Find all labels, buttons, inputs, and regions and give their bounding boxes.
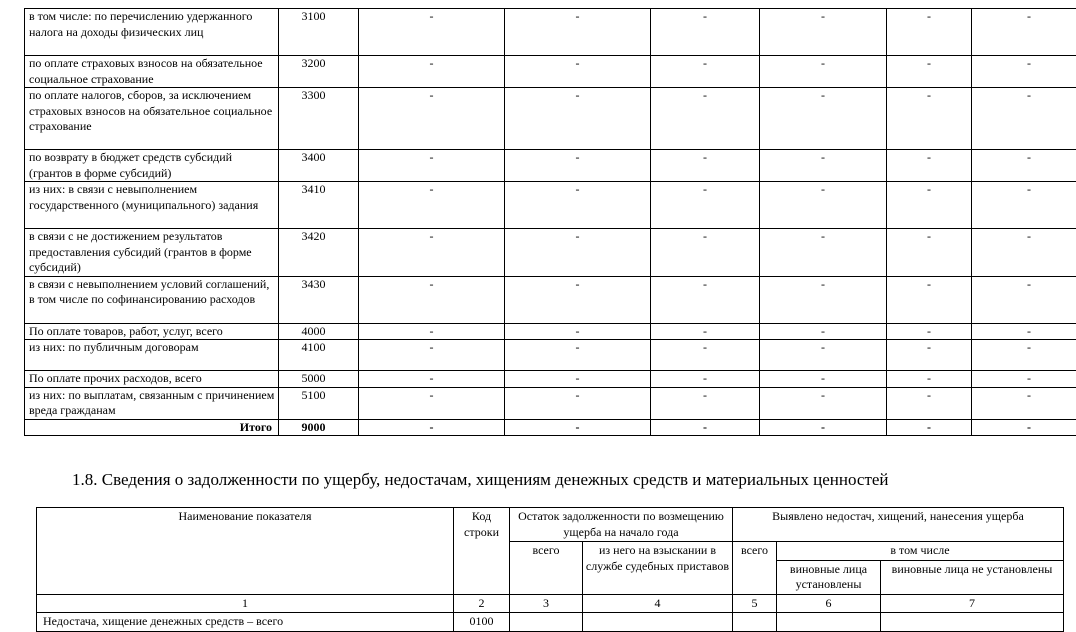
dash-cell: -	[972, 419, 1076, 436]
dash-cell: -	[760, 340, 887, 371]
row-code: 3410	[279, 182, 359, 229]
table-row	[25, 387, 1076, 419]
damage-table	[36, 507, 1064, 632]
dash-cell: -	[651, 182, 760, 229]
dash-cell: -	[651, 323, 760, 340]
table-row	[25, 340, 1076, 371]
dash-cell: -	[760, 229, 887, 277]
dash-cell: -	[359, 340, 505, 371]
dash-cell: -	[359, 150, 505, 182]
dash-cell: -	[972, 371, 1076, 388]
dash-cell: -	[505, 340, 651, 371]
row-label: в том числе: по перечислению удержанного налога на доходы физических лиц	[25, 9, 279, 56]
table-row	[25, 229, 1076, 277]
dash-cell: -	[760, 371, 887, 388]
row-code: 3400	[279, 150, 359, 182]
dash-cell: -	[972, 56, 1076, 88]
row-label: по оплате налогов, сборов, за исключением страховых взносов на обязательное социальное страхование	[25, 88, 279, 150]
dash-cell: -	[972, 150, 1076, 182]
dash-cell: -	[760, 150, 887, 182]
dash-cell: -	[505, 9, 651, 56]
dash-cell: -	[359, 182, 505, 229]
header-guilty-not-found: виновные лица не установлены	[881, 560, 1064, 594]
dash-cell: -	[972, 88, 1076, 150]
dash-cell: -	[887, 9, 972, 56]
colnum-2: 2	[454, 594, 510, 613]
row-value	[733, 613, 777, 632]
dash-cell: -	[887, 371, 972, 388]
dash-cell: -	[972, 340, 1076, 371]
dash-cell: -	[359, 387, 505, 419]
dash-cell: -	[651, 387, 760, 419]
row-code: 5000	[279, 371, 359, 388]
row-label: Недостача, хищение денежных средств – всего	[37, 613, 454, 632]
dash-cell: -	[887, 182, 972, 229]
header-name: Наименование показателя	[37, 508, 454, 595]
dash-cell: -	[972, 9, 1076, 56]
dash-cell: -	[760, 276, 887, 323]
dash-cell: -	[359, 419, 505, 436]
dash-cell: -	[972, 182, 1076, 229]
total-row	[25, 419, 1076, 436]
dash-cell: -	[359, 56, 505, 88]
colnum-1: 1	[37, 594, 454, 613]
row-value	[583, 613, 733, 632]
dash-cell: -	[887, 229, 972, 277]
dash-cell: -	[760, 88, 887, 150]
header-remainder: Остаток задолженности по возмещению ущерба на начало года	[510, 508, 733, 542]
dash-cell: -	[505, 229, 651, 277]
dash-cell: -	[505, 150, 651, 182]
header-guilty-found: виновные лица установлены	[777, 560, 881, 594]
dash-cell: -	[651, 340, 760, 371]
dash-cell: -	[760, 387, 887, 419]
row-code: 3300	[279, 88, 359, 150]
dash-cell: -	[505, 276, 651, 323]
dash-cell: -	[505, 371, 651, 388]
dash-cell: -	[359, 371, 505, 388]
dash-cell: -	[887, 150, 972, 182]
row-label: в связи с невыполнением условий соглашений, в том числе по софинансированию расходов	[25, 276, 279, 323]
dash-cell: -	[359, 9, 505, 56]
row-label: из них: по выплатам, связанным с причинением вреда гражданам	[25, 387, 279, 419]
dash-cell: -	[887, 56, 972, 88]
dash-cell: -	[505, 323, 651, 340]
table-row	[25, 276, 1076, 323]
row-code: 3430	[279, 276, 359, 323]
row-label: по оплате страховых взносов на обязательное социальное страхование	[25, 56, 279, 88]
table-row	[25, 371, 1076, 388]
total-label: Итого	[25, 419, 279, 436]
row-value	[881, 613, 1064, 632]
row-code: 3100	[279, 9, 359, 56]
row-label: По оплате прочих расходов, всего	[25, 371, 279, 388]
dash-cell: -	[505, 419, 651, 436]
row-label: из них: по публичным договорам	[25, 340, 279, 371]
dash-cell: -	[972, 276, 1076, 323]
dash-cell: -	[651, 150, 760, 182]
dash-cell: -	[760, 9, 887, 56]
dash-cell: -	[887, 419, 972, 436]
row-label: в связи с не достижением результатов предоставления субсидий (грантов в форме субсидий)	[25, 229, 279, 277]
section-heading: 1.8. Сведения о задолженности по ущербу, недостачам, хищениям денежных средств и материальных ценностей	[72, 470, 889, 490]
header-collection: из него на взыскании в службе судебных приставов	[583, 542, 733, 595]
dash-cell: -	[651, 9, 760, 56]
header-including: в том числе	[777, 542, 1064, 561]
table-row	[25, 56, 1076, 88]
dash-cell: -	[505, 56, 651, 88]
dash-cell: -	[505, 88, 651, 150]
row-code: 3420	[279, 229, 359, 277]
dash-cell: -	[972, 323, 1076, 340]
row-value	[510, 613, 583, 632]
dash-cell: -	[760, 323, 887, 340]
total-code: 9000	[279, 419, 359, 436]
dash-cell: -	[359, 323, 505, 340]
colnum-6: 6	[777, 594, 881, 613]
header-total: всего	[510, 542, 583, 595]
header-total-detected: всего	[733, 542, 777, 595]
dash-cell: -	[887, 387, 972, 419]
row-code: 4100	[279, 340, 359, 371]
dash-cell: -	[972, 387, 1076, 419]
table-row	[25, 9, 1076, 56]
dash-cell: -	[651, 371, 760, 388]
colnum-7: 7	[881, 594, 1064, 613]
dash-cell: -	[887, 323, 972, 340]
dash-cell: -	[359, 276, 505, 323]
header-detected: Выявлено недостач, хищений, нанесения ущерба	[733, 508, 1064, 542]
dash-cell: -	[505, 387, 651, 419]
dash-cell: -	[887, 340, 972, 371]
dash-cell: -	[651, 276, 760, 323]
colnum-4: 4	[583, 594, 733, 613]
row-code: 4000	[279, 323, 359, 340]
row-code: 0100	[454, 613, 510, 632]
table-row	[25, 323, 1076, 340]
dash-cell: -	[651, 56, 760, 88]
dash-cell: -	[359, 88, 505, 150]
row-label: По оплате товаров, работ, услуг, всего	[25, 323, 279, 340]
dash-cell: -	[651, 419, 760, 436]
table-row	[25, 150, 1076, 182]
colnum-5: 5	[733, 594, 777, 613]
row-code: 3200	[279, 56, 359, 88]
dash-cell: -	[359, 229, 505, 277]
dash-cell: -	[505, 182, 651, 229]
dash-cell: -	[972, 229, 1076, 277]
table-row	[25, 182, 1076, 229]
header-code: Код строки	[454, 508, 510, 595]
debt-table	[24, 8, 1076, 436]
row-value	[777, 613, 881, 632]
dash-cell: -	[651, 88, 760, 150]
dash-cell: -	[887, 88, 972, 150]
dash-cell: -	[760, 419, 887, 436]
row-label: по возврату в бюджет средств субсидий (грантов в форме субсидий)	[25, 150, 279, 182]
dash-cell: -	[760, 182, 887, 229]
dash-cell: -	[887, 276, 972, 323]
dash-cell: -	[651, 229, 760, 277]
colnum-3: 3	[510, 594, 583, 613]
table-row	[25, 88, 1076, 150]
row-label: из них: в связи с невыполнением государственного (муниципального) задания	[25, 182, 279, 229]
row-code: 5100	[279, 387, 359, 419]
dash-cell: -	[760, 56, 887, 88]
